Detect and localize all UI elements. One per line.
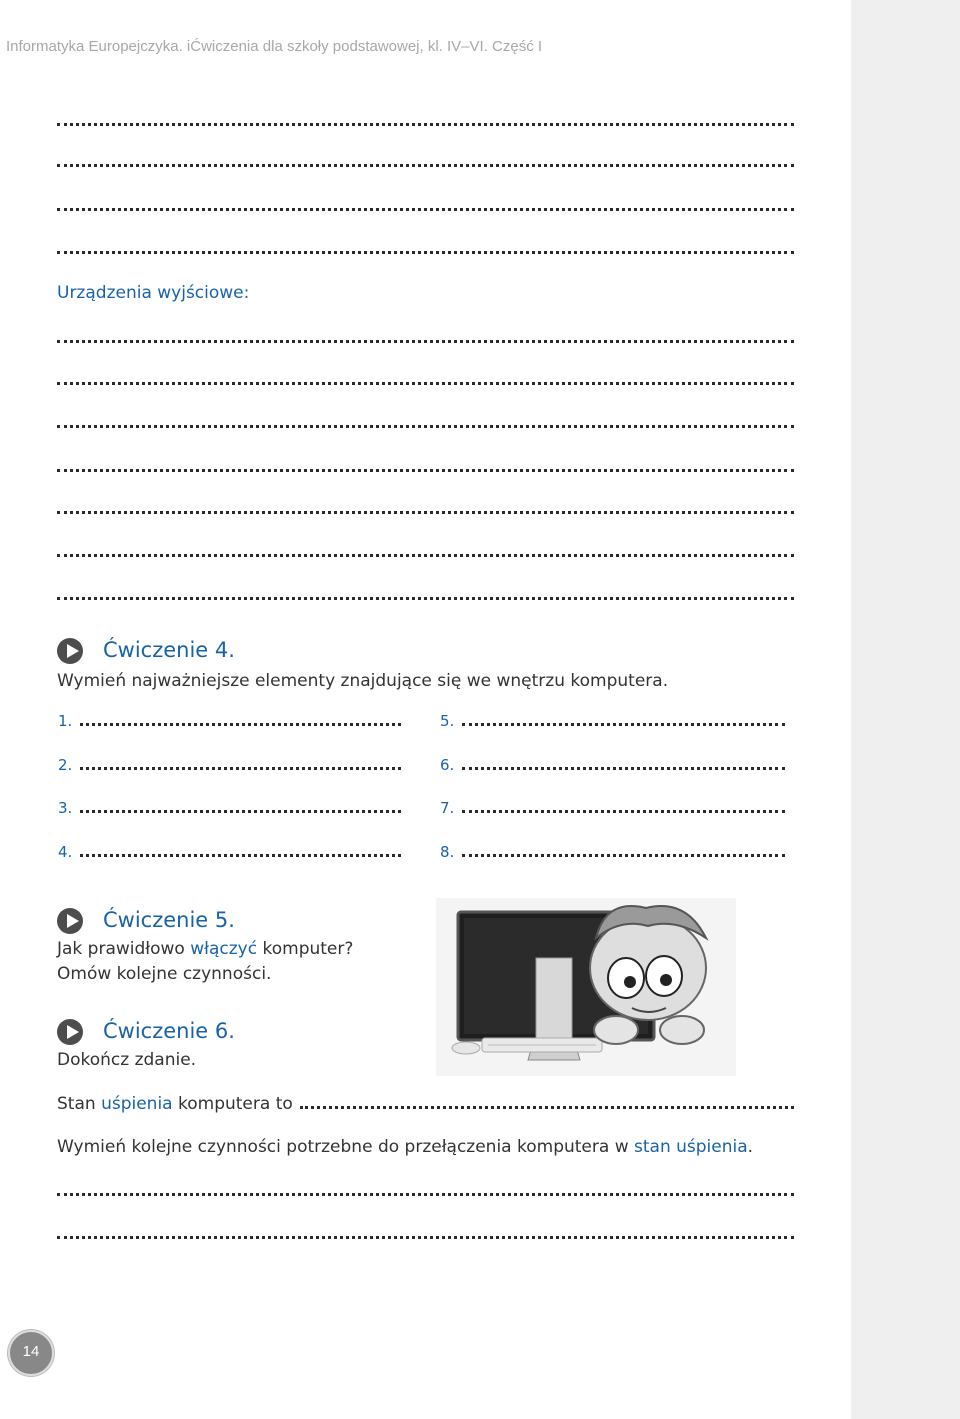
answer-line[interactable] (57, 208, 794, 211)
item-answer-line[interactable] (462, 767, 785, 770)
answer-line[interactable] (57, 469, 794, 472)
computer-kid-illustration (436, 898, 736, 1076)
item-number: 5. (440, 712, 455, 730)
exercise-6-title: Ćwiczenie 6. (103, 1019, 235, 1043)
exercise-4-instruction: Wymień najważniejsze elementy znajdujące się we wnętrzu komputera. (57, 671, 669, 691)
answer-line[interactable] (57, 251, 794, 254)
highlight-sleep: uśpienia (101, 1094, 173, 1114)
sentence-answer-line[interactable] (300, 1106, 794, 1109)
item-number: 4. (58, 843, 73, 861)
item-answer-line[interactable] (462, 810, 785, 813)
margin-sidebar (851, 0, 960, 1419)
exercise-4-title: Ćwiczenie 4. (103, 638, 235, 662)
answer-line[interactable] (57, 340, 794, 343)
answer-line[interactable] (57, 1193, 794, 1196)
answer-line[interactable] (57, 382, 794, 385)
page-number-badge (8, 1330, 54, 1376)
item-number: 3. (58, 799, 73, 817)
exercise-5-question: Jak prawidłowo włączyć komputer? (57, 939, 354, 959)
item-number: 2. (58, 756, 73, 774)
answer-line[interactable] (57, 554, 794, 557)
item-answer-line[interactable] (80, 723, 401, 726)
output-devices-heading: Urządzenia wyjściowe: (57, 283, 250, 303)
exercise-5-instruction: Omów kolejne czynności. (57, 964, 272, 984)
item-answer-line[interactable] (80, 810, 401, 813)
item-number: 8. (440, 843, 455, 861)
sleep-task: Wymień kolejne czynności potrzebne do przełączenia komputera w stan uśpienia. (57, 1137, 754, 1157)
item-number: 6. (440, 756, 455, 774)
exercise-6-instruction: Dokończ zdanie. (57, 1050, 197, 1070)
play-icon (57, 1019, 83, 1045)
answer-line[interactable] (57, 1236, 794, 1239)
item-answer-line[interactable] (80, 767, 401, 770)
running-header: Informatyka Europejczyka. iĆwiczenia dla szkoły podstawowej, kl. IV–VI. Część I (6, 38, 543, 55)
play-icon (57, 908, 83, 934)
item-answer-line[interactable] (462, 854, 785, 857)
highlight-turn-on: włączyć (190, 939, 258, 959)
answer-line[interactable] (57, 123, 794, 126)
answer-line[interactable] (57, 425, 794, 428)
item-number: 7. (440, 799, 455, 817)
exercise-5-title: Ćwiczenie 5. (103, 908, 235, 932)
answer-line[interactable] (57, 164, 794, 167)
play-icon (57, 638, 83, 664)
answer-line[interactable] (57, 597, 794, 600)
answer-line[interactable] (57, 511, 794, 514)
highlight-sleep-state: stan uśpienia (634, 1137, 748, 1157)
item-answer-line[interactable] (80, 854, 401, 857)
page-number: 14 (22, 1343, 40, 1360)
sleep-sentence: Stan uśpienia komputera to (57, 1094, 293, 1114)
item-number: 1. (58, 712, 73, 730)
item-answer-line[interactable] (462, 723, 785, 726)
